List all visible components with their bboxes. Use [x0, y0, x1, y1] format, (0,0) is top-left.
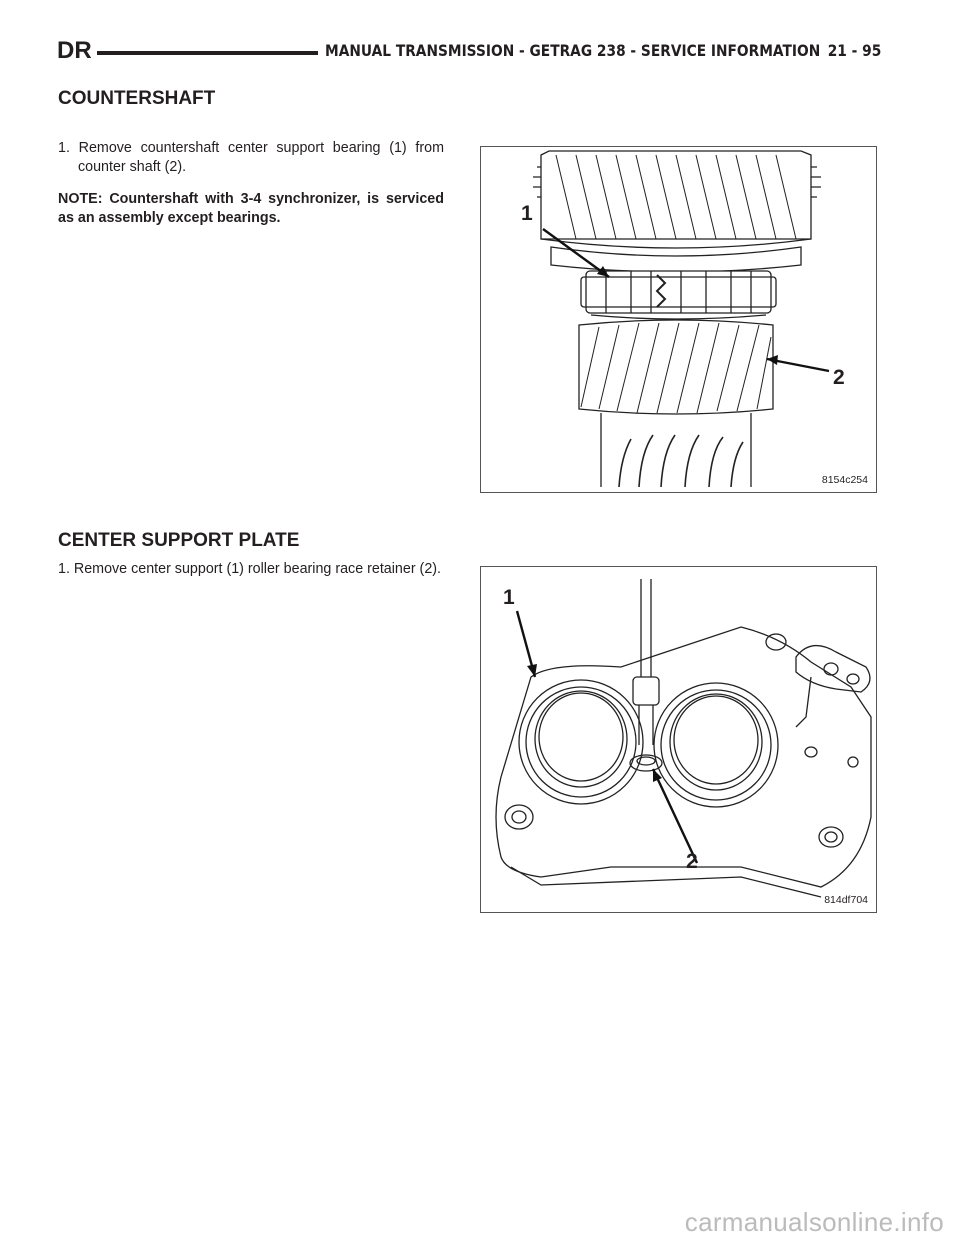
header-title: MANUAL TRANSMISSION - GETRAG 238 - SERVICE INFORMATION — [325, 41, 821, 60]
figure-center-support-plate — [480, 566, 877, 913]
callout-2: 2 — [686, 850, 698, 873]
callout-1: 1 — [521, 202, 533, 225]
page-number: 21 - 95 — [827, 41, 881, 60]
section-heading-countershaft: COUNTERSHAFT — [58, 88, 216, 109]
header-dr: DR — [57, 37, 92, 64]
figure-code: 8154c254 — [821, 474, 868, 486]
watermark: carmanualsonline.info — [684, 1207, 944, 1237]
step-remove-retainer: 1. Remove center support (1) roller bearing race retainer (2). — [58, 561, 442, 577]
callout-2: 2 — [833, 366, 845, 389]
countershaft-illustration — [481, 147, 876, 492]
page-header — [57, 36, 881, 66]
figure-countershaft — [480, 146, 877, 493]
callout-1: 1 — [503, 586, 515, 609]
figure-code: 814df704 — [824, 894, 868, 906]
step-remove-bearing: 1. Remove countershaft center support bearing (1) from counter shaft (2). — [58, 140, 444, 175]
header-rule — [97, 51, 318, 55]
center-support-illustration — [481, 567, 876, 912]
section-heading-center-support-plate: CENTER SUPPORT PLATE — [58, 530, 300, 551]
note-countershaft: NOTE: Countershaft with 3-4 synchronizer, is serviced as an assembly except bearings. — [58, 191, 444, 226]
